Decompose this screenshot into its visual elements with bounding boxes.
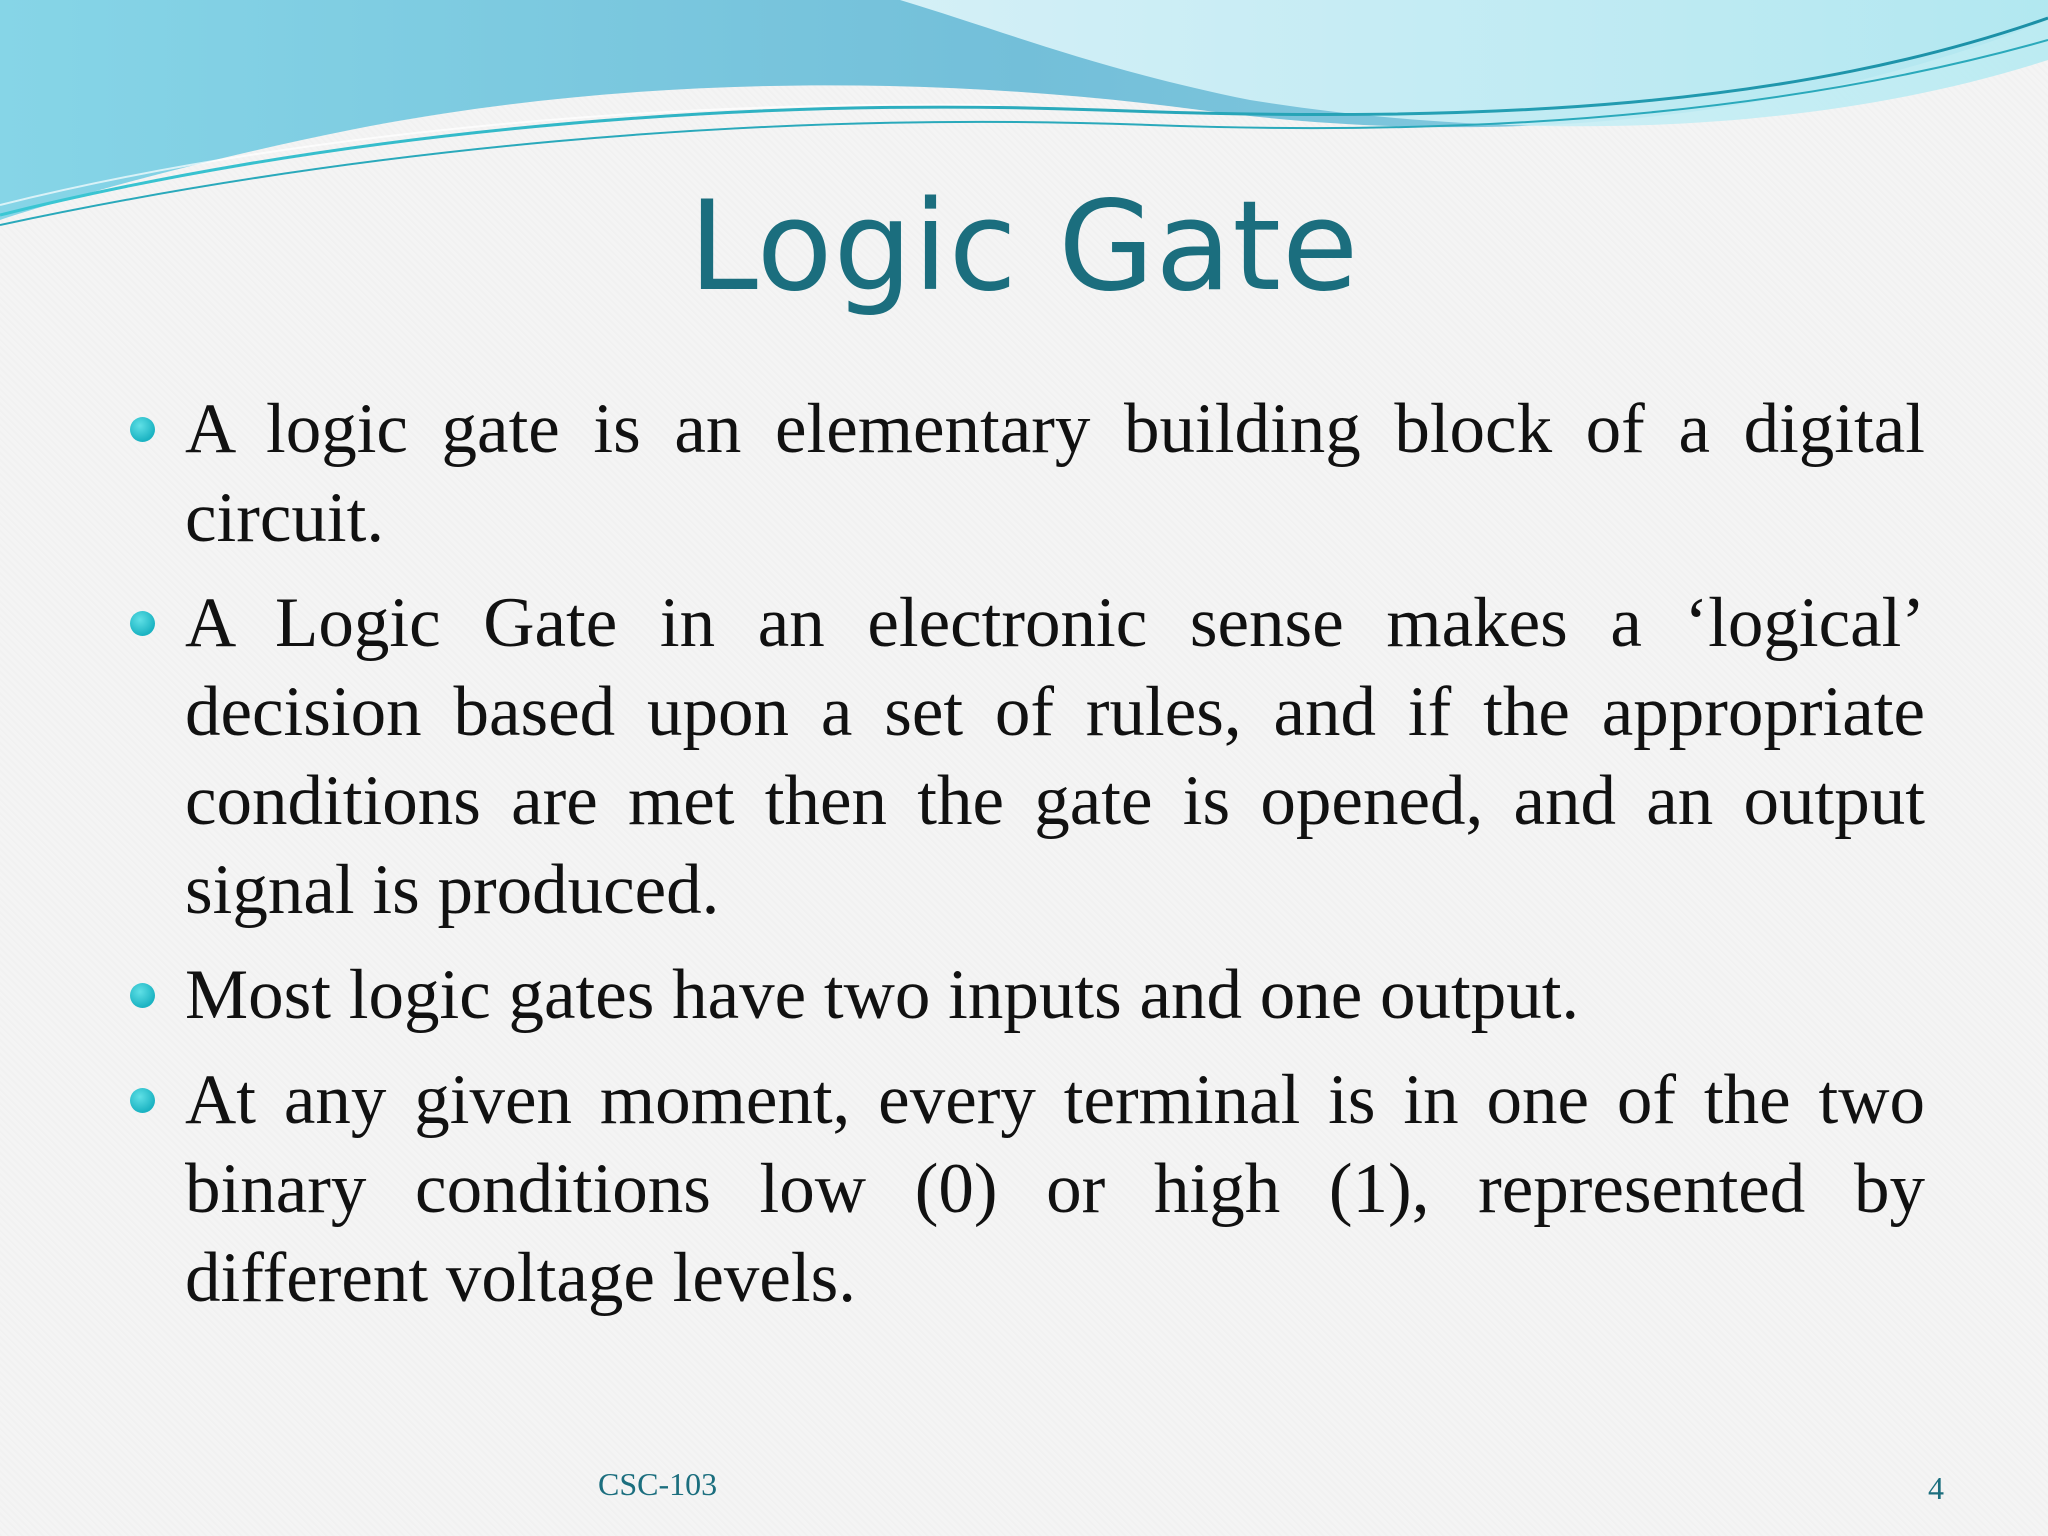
bullet-icon <box>130 983 155 1008</box>
bullet-item <box>130 951 1925 1040</box>
bullet-text: A logic gate is an elementary building block of a digital circuit. <box>185 390 1925 557</box>
bullet-item <box>130 385 1925 563</box>
bullet-text: A Logic Gate in an electronic sense makes a ‘logical’ decision based upon a set of rules, and if the appropriate conditions are met then the gate is opened, and an output signal is produced. <box>185 584 1925 929</box>
bullet-icon <box>130 417 155 442</box>
bullet-text: At any given moment, every terminal is in one of the two binary conditions low (0) or high (1), represented by different voltage levels. <box>185 1061 1925 1317</box>
bullet-icon <box>130 611 155 636</box>
footer-course-code: CSC-103 <box>598 1466 718 1502</box>
bullet-icon <box>130 1088 155 1113</box>
page-number: 4 <box>1928 1470 1944 1506</box>
bullet-list <box>130 385 1925 1339</box>
bullet-item <box>130 1056 1925 1323</box>
slide-title: Logic Gate <box>688 175 1360 319</box>
bullet-text: Most logic gates have two inputs and one output. <box>185 956 1580 1034</box>
bullet-item <box>130 579 1925 935</box>
